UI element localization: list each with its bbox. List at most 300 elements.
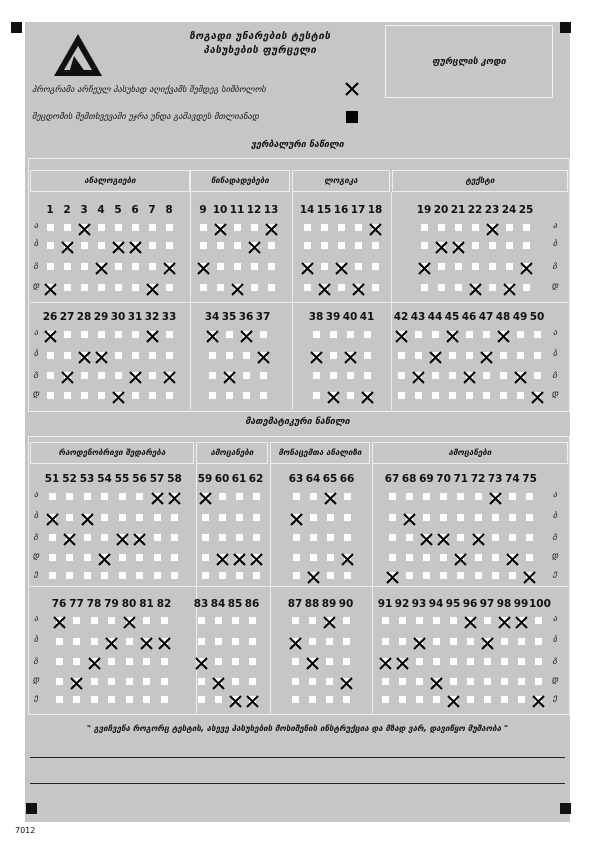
answer-box-q10-opt4[interactable]	[217, 284, 224, 291]
answer-box-q40-opt4[interactable]	[347, 392, 354, 399]
answer-box-q46-opt4[interactable]	[466, 392, 473, 399]
answer-box-q87-opt4[interactable]	[292, 678, 299, 685]
answer-box-q56-opt2[interactable]	[136, 514, 143, 521]
answer-box-q8-opt4[interactable]	[166, 284, 173, 291]
answer-box-q37-opt3[interactable]	[260, 372, 267, 379]
answer-box-q60-opt2[interactable]	[219, 514, 226, 521]
answer-box-q35-opt2[interactable]	[226, 352, 233, 359]
answer-box-q13-opt3[interactable]	[268, 263, 275, 270]
answer-box-q10-opt3[interactable]	[217, 263, 224, 270]
answer-box-q93-opt5[interactable]	[416, 696, 423, 703]
answer-box-q96-opt5[interactable]	[467, 696, 474, 703]
answer-box-q44-opt4[interactable]	[432, 392, 439, 399]
answer-box-q73-opt2[interactable]	[492, 514, 499, 521]
answer-box-q91-opt1[interactable]	[382, 617, 389, 624]
answer-box-q44-opt1[interactable]	[432, 331, 439, 338]
answer-box-q79-opt1[interactable]	[108, 617, 115, 624]
answer-box-q27-opt4[interactable]	[64, 392, 71, 399]
answer-box-q81-opt3[interactable]	[143, 658, 150, 665]
answer-box-q27-opt1[interactable]	[64, 331, 71, 338]
answer-box-q54-opt3[interactable]	[101, 534, 108, 541]
answer-box-q22-opt1[interactable]	[472, 224, 479, 231]
answer-box-q95-opt3[interactable]	[450, 658, 457, 665]
answer-box-q47-opt4[interactable]	[483, 392, 490, 399]
answer-box-q15-opt2[interactable]	[321, 242, 328, 249]
answer-box-q68-opt5[interactable]	[406, 572, 413, 579]
answer-box-q62-opt2[interactable]	[253, 514, 260, 521]
answer-box-q70-opt5[interactable]	[440, 572, 447, 579]
answer-box-q46-opt2[interactable]	[466, 352, 473, 359]
answer-box-q4-opt4[interactable]	[98, 284, 105, 291]
answer-box-q87-opt5[interactable]	[292, 696, 299, 703]
answer-box-q89-opt2[interactable]	[326, 638, 333, 645]
answer-box-q47-opt1[interactable]	[483, 331, 490, 338]
answer-box-q5-opt1[interactable]	[115, 224, 122, 231]
answer-box-q80-opt2[interactable]	[126, 638, 133, 645]
answer-box-q68-opt1[interactable]	[406, 493, 413, 500]
answer-box-q88-opt5[interactable]	[309, 696, 316, 703]
answer-box-q78-opt2[interactable]	[91, 638, 98, 645]
answer-box-q93-opt3[interactable]	[416, 658, 423, 665]
answer-box-q31-opt2[interactable]	[132, 352, 139, 359]
answer-box-q78-opt1[interactable]	[91, 617, 98, 624]
answer-box-q13-opt4[interactable]	[268, 284, 275, 291]
answer-box-q75-opt2[interactable]	[526, 514, 533, 521]
answer-box-q30-opt3[interactable]	[115, 372, 122, 379]
answer-box-q76-opt2[interactable]	[56, 638, 63, 645]
answer-box-q30-opt1[interactable]	[115, 331, 122, 338]
answer-box-q95-opt2[interactable]	[450, 638, 457, 645]
answer-box-q45-opt2[interactable]	[449, 352, 456, 359]
answer-box-q9-opt1[interactable]	[200, 224, 207, 231]
answer-box-q91-opt2[interactable]	[382, 638, 389, 645]
answer-box-q10-opt2[interactable]	[217, 242, 224, 249]
answer-box-q48-opt2[interactable]	[500, 352, 507, 359]
answer-box-q96-opt3[interactable]	[467, 658, 474, 665]
answer-box-q83-opt1[interactable]	[198, 617, 205, 624]
answer-box-q44-opt3[interactable]	[432, 372, 439, 379]
answer-box-q65-opt5[interactable]	[327, 572, 334, 579]
answer-box-q12-opt1[interactable]	[251, 224, 258, 231]
answer-box-q90-opt1[interactable]	[343, 617, 350, 624]
answer-box-q84-opt3[interactable]	[215, 658, 222, 665]
answer-box-q78-opt5[interactable]	[91, 696, 98, 703]
answer-box-q60-opt3[interactable]	[219, 534, 226, 541]
answer-box-q33-opt1[interactable]	[166, 331, 173, 338]
answer-box-q81-opt5[interactable]	[143, 696, 150, 703]
answer-box-q86-opt2[interactable]	[249, 638, 256, 645]
answer-box-q98-opt4[interactable]	[501, 678, 508, 685]
answer-box-q63-opt5[interactable]	[293, 572, 300, 579]
answer-box-q87-opt1[interactable]	[292, 617, 299, 624]
answer-box-q100-opt2[interactable]	[535, 638, 542, 645]
answer-box-q30-opt2[interactable]	[115, 352, 122, 359]
answer-box-q56-opt5[interactable]	[136, 572, 143, 579]
answer-box-q21-opt4[interactable]	[455, 284, 462, 291]
answer-box-q71-opt5[interactable]	[457, 572, 464, 579]
answer-box-q99-opt5[interactable]	[518, 696, 525, 703]
answer-box-q13-opt2[interactable]	[268, 242, 275, 249]
answer-box-q92-opt1[interactable]	[399, 617, 406, 624]
answer-box-q77-opt1[interactable]	[73, 617, 80, 624]
answer-box-q94-opt1[interactable]	[433, 617, 440, 624]
answer-box-q71-opt2[interactable]	[457, 514, 464, 521]
answer-box-q39-opt2[interactable]	[330, 352, 337, 359]
answer-box-q42-opt4[interactable]	[398, 392, 405, 399]
answer-box-q97-opt3[interactable]	[484, 658, 491, 665]
answer-box-q38-opt4[interactable]	[313, 392, 320, 399]
answer-box-q4-opt1[interactable]	[98, 224, 105, 231]
answer-box-q11-opt1[interactable]	[234, 224, 241, 231]
answer-box-q67-opt3[interactable]	[389, 534, 396, 541]
answer-box-q33-opt4[interactable]	[166, 392, 173, 399]
answer-box-q26-opt2[interactable]	[47, 352, 54, 359]
answer-box-q55-opt5[interactable]	[119, 572, 126, 579]
answer-box-q74-opt3[interactable]	[509, 534, 516, 541]
answer-box-q61-opt3[interactable]	[236, 534, 243, 541]
answer-box-q94-opt3[interactable]	[433, 658, 440, 665]
answer-box-q92-opt4[interactable]	[399, 678, 406, 685]
answer-box-q87-opt3[interactable]	[292, 658, 299, 665]
answer-box-q69-opt4[interactable]	[423, 554, 430, 561]
answer-box-q59-opt2[interactable]	[202, 514, 209, 521]
answer-box-q2-opt4[interactable]	[64, 284, 71, 291]
answer-box-q51-opt5[interactable]	[49, 572, 56, 579]
answer-box-q64-opt1[interactable]	[310, 493, 317, 500]
answer-box-q28-opt4[interactable]	[81, 392, 88, 399]
answer-box-q80-opt3[interactable]	[126, 658, 133, 665]
answer-box-q100-opt1[interactable]	[535, 617, 542, 624]
answer-box-q99-opt4[interactable]	[518, 678, 525, 685]
answer-box-q1-opt2[interactable]	[47, 242, 54, 249]
answer-box-q70-opt4[interactable]	[440, 554, 447, 561]
answer-box-q34-opt3[interactable]	[209, 372, 216, 379]
answer-box-q23-opt4[interactable]	[489, 284, 496, 291]
answer-box-q28-opt3[interactable]	[81, 372, 88, 379]
answer-box-q16-opt2[interactable]	[338, 242, 345, 249]
answer-box-q54-opt2[interactable]	[101, 514, 108, 521]
answer-box-q55-opt1[interactable]	[119, 493, 126, 500]
answer-box-q8-opt2[interactable]	[166, 242, 173, 249]
answer-box-q93-opt1[interactable]	[416, 617, 423, 624]
answer-box-q41-opt3[interactable]	[364, 372, 371, 379]
answer-box-q82-opt4[interactable]	[161, 678, 168, 685]
answer-box-q75-opt1[interactable]	[526, 493, 533, 500]
answer-box-q22-opt3[interactable]	[472, 263, 479, 270]
answer-box-q83-opt5[interactable]	[198, 696, 205, 703]
answer-box-q74-opt5[interactable]	[509, 572, 516, 579]
answer-box-q78-opt4[interactable]	[91, 678, 98, 685]
answer-box-q18-opt3[interactable]	[372, 263, 379, 270]
answer-box-q98-opt5[interactable]	[501, 696, 508, 703]
answer-box-q69-opt5[interactable]	[423, 572, 430, 579]
answer-box-q43-opt2[interactable]	[415, 352, 422, 359]
answer-box-q61-opt2[interactable]	[236, 514, 243, 521]
answer-box-q40-opt3[interactable]	[347, 372, 354, 379]
answer-box-q52-opt2[interactable]	[66, 514, 73, 521]
answer-box-q64-opt4[interactable]	[310, 554, 317, 561]
answer-box-q97-opt4[interactable]	[484, 678, 491, 685]
answer-box-q58-opt5[interactable]	[171, 572, 178, 579]
answer-box-q52-opt1[interactable]	[66, 493, 73, 500]
answer-box-q28-opt1[interactable]	[81, 331, 88, 338]
answer-box-q79-opt4[interactable]	[108, 678, 115, 685]
answer-box-q62-opt3[interactable]	[253, 534, 260, 541]
answer-box-q66-opt1[interactable]	[344, 493, 351, 500]
answer-box-q24-opt2[interactable]	[506, 242, 513, 249]
answer-box-q73-opt5[interactable]	[492, 572, 499, 579]
answer-box-q82-opt3[interactable]	[161, 658, 168, 665]
answer-box-q3-opt3[interactable]	[81, 263, 88, 270]
answer-box-q67-opt1[interactable]	[389, 493, 396, 500]
answer-box-q66-opt3[interactable]	[344, 534, 351, 541]
answer-box-q86-opt4[interactable]	[249, 678, 256, 685]
answer-box-q79-opt5[interactable]	[108, 696, 115, 703]
answer-box-q26-opt3[interactable]	[47, 372, 54, 379]
answer-box-q73-opt4[interactable]	[492, 554, 499, 561]
answer-box-q9-opt4[interactable]	[200, 284, 207, 291]
answer-box-q15-opt3[interactable]	[321, 263, 328, 270]
answer-box-q32-opt4[interactable]	[149, 392, 156, 399]
answer-box-q72-opt5[interactable]	[475, 572, 482, 579]
answer-box-q90-opt5[interactable]	[343, 696, 350, 703]
answer-box-q76-opt3[interactable]	[56, 658, 63, 665]
answer-box-q14-opt1[interactable]	[304, 224, 311, 231]
answer-box-q71-opt3[interactable]	[457, 534, 464, 541]
answer-box-q82-opt1[interactable]	[161, 617, 168, 624]
answer-box-q31-opt4[interactable]	[132, 392, 139, 399]
answer-box-q58-opt4[interactable]	[171, 554, 178, 561]
answer-box-q92-opt5[interactable]	[399, 696, 406, 703]
answer-box-q45-opt4[interactable]	[449, 392, 456, 399]
answer-box-q2-opt1[interactable]	[64, 224, 71, 231]
answer-box-q84-opt2[interactable]	[215, 638, 222, 645]
answer-box-q53-opt5[interactable]	[84, 572, 91, 579]
answer-box-q89-opt3[interactable]	[326, 658, 333, 665]
answer-box-q29-opt4[interactable]	[98, 392, 105, 399]
answer-box-q5-opt4[interactable]	[115, 284, 122, 291]
answer-box-q86-opt3[interactable]	[249, 658, 256, 665]
answer-box-q97-opt5[interactable]	[484, 696, 491, 703]
answer-box-q57-opt5[interactable]	[154, 572, 161, 579]
answer-box-q34-opt2[interactable]	[209, 352, 216, 359]
answer-box-q22-opt2[interactable]	[472, 242, 479, 249]
answer-box-q66-opt2[interactable]	[344, 514, 351, 521]
answer-box-q72-opt1[interactable]	[475, 493, 482, 500]
answer-box-q11-opt2[interactable]	[234, 242, 241, 249]
answer-box-q51-opt1[interactable]	[49, 493, 56, 500]
answer-box-q6-opt1[interactable]	[132, 224, 139, 231]
answer-box-q98-opt3[interactable]	[501, 658, 508, 665]
answer-box-q49-opt2[interactable]	[517, 352, 524, 359]
answer-box-q5-opt3[interactable]	[115, 263, 122, 270]
answer-box-q39-opt3[interactable]	[330, 372, 337, 379]
answer-box-q90-opt3[interactable]	[343, 658, 350, 665]
answer-box-q99-opt2[interactable]	[518, 638, 525, 645]
answer-box-q77-opt2[interactable]	[73, 638, 80, 645]
answer-box-q21-opt1[interactable]	[455, 224, 462, 231]
answer-box-q7-opt1[interactable]	[149, 224, 156, 231]
answer-box-q26-opt4[interactable]	[47, 392, 54, 399]
answer-box-q81-opt1[interactable]	[143, 617, 150, 624]
answer-box-q82-opt5[interactable]	[161, 696, 168, 703]
answer-box-q98-opt2[interactable]	[501, 638, 508, 645]
answer-box-q18-opt4[interactable]	[372, 284, 379, 291]
answer-box-q86-opt1[interactable]	[249, 617, 256, 624]
answer-box-q42-opt2[interactable]	[398, 352, 405, 359]
answer-box-q52-opt5[interactable]	[66, 572, 73, 579]
answer-box-q74-opt2[interactable]	[509, 514, 516, 521]
answer-box-q21-opt3[interactable]	[455, 263, 462, 270]
answer-box-q17-opt1[interactable]	[355, 224, 362, 231]
answer-box-q73-opt3[interactable]	[492, 534, 499, 541]
answer-box-q72-opt4[interactable]	[475, 554, 482, 561]
answer-box-q55-opt2[interactable]	[119, 514, 126, 521]
answer-box-q29-opt1[interactable]	[98, 331, 105, 338]
answer-box-q53-opt1[interactable]	[84, 493, 91, 500]
answer-box-q17-opt3[interactable]	[355, 263, 362, 270]
answer-box-q48-opt3[interactable]	[500, 372, 507, 379]
answer-box-q84-opt1[interactable]	[215, 617, 222, 624]
answer-box-q74-opt1[interactable]	[509, 493, 516, 500]
answer-box-q71-opt1[interactable]	[457, 493, 464, 500]
answer-box-q4-opt2[interactable]	[98, 242, 105, 249]
answer-box-q96-opt4[interactable]	[467, 678, 474, 685]
answer-box-q9-opt2[interactable]	[200, 242, 207, 249]
answer-box-q57-opt4[interactable]	[154, 554, 161, 561]
answer-box-q15-opt1[interactable]	[321, 224, 328, 231]
answer-box-q6-opt4[interactable]	[132, 284, 139, 291]
answer-box-q25-opt4[interactable]	[523, 284, 530, 291]
answer-box-q20-opt4[interactable]	[438, 284, 445, 291]
answer-box-q38-opt1[interactable]	[313, 331, 320, 338]
answer-box-q2-opt3[interactable]	[64, 263, 71, 270]
answer-box-q60-opt1[interactable]	[219, 493, 226, 500]
answer-box-q36-opt2[interactable]	[243, 352, 250, 359]
answer-box-q65-opt2[interactable]	[327, 514, 334, 521]
answer-box-q42-opt3[interactable]	[398, 372, 405, 379]
answer-box-q56-opt1[interactable]	[136, 493, 143, 500]
answer-box-q8-opt1[interactable]	[166, 224, 173, 231]
answer-box-q49-opt4[interactable]	[517, 392, 524, 399]
answer-box-q70-opt1[interactable]	[440, 493, 447, 500]
answer-box-q99-opt3[interactable]	[518, 658, 525, 665]
answer-box-q12-opt3[interactable]	[251, 263, 258, 270]
answer-box-q76-opt4[interactable]	[56, 678, 63, 685]
answer-box-q17-opt2[interactable]	[355, 242, 362, 249]
answer-box-q80-opt5[interactable]	[126, 696, 133, 703]
answer-box-q38-opt3[interactable]	[313, 372, 320, 379]
answer-box-q95-opt4[interactable]	[450, 678, 457, 685]
answer-box-q60-opt5[interactable]	[219, 572, 226, 579]
answer-box-q92-opt2[interactable]	[399, 638, 406, 645]
answer-box-q88-opt2[interactable]	[309, 638, 316, 645]
answer-box-q24-opt1[interactable]	[506, 224, 513, 231]
answer-box-q34-opt4[interactable]	[209, 392, 216, 399]
answer-box-q3-opt2[interactable]	[81, 242, 88, 249]
answer-box-q100-opt3[interactable]	[535, 658, 542, 665]
answer-box-q47-opt3[interactable]	[483, 372, 490, 379]
answer-box-q20-opt1[interactable]	[438, 224, 445, 231]
answer-box-q75-opt4[interactable]	[526, 554, 533, 561]
answer-box-q58-opt3[interactable]	[171, 534, 178, 541]
answer-box-q94-opt2[interactable]	[433, 638, 440, 645]
answer-box-q94-opt5[interactable]	[433, 696, 440, 703]
answer-box-q39-opt1[interactable]	[330, 331, 337, 338]
answer-box-q7-opt2[interactable]	[149, 242, 156, 249]
answer-box-q85-opt3[interactable]	[232, 658, 239, 665]
answer-box-q52-opt4[interactable]	[66, 554, 73, 561]
answer-box-q7-opt3[interactable]	[149, 263, 156, 270]
answer-box-q40-opt1[interactable]	[347, 331, 354, 338]
answer-box-q32-opt2[interactable]	[149, 352, 156, 359]
answer-box-q3-opt4[interactable]	[81, 284, 88, 291]
answer-box-q43-opt4[interactable]	[415, 392, 422, 399]
answer-box-q62-opt5[interactable]	[253, 572, 260, 579]
answer-box-q48-opt4[interactable]	[500, 392, 507, 399]
answer-box-q1-opt3[interactable]	[47, 263, 54, 270]
answer-box-q35-opt4[interactable]	[226, 392, 233, 399]
answer-box-q77-opt5[interactable]	[73, 696, 80, 703]
answer-box-q75-opt3[interactable]	[526, 534, 533, 541]
answer-box-q97-opt1[interactable]	[484, 617, 491, 624]
answer-box-q64-opt3[interactable]	[310, 534, 317, 541]
answer-box-q50-opt2[interactable]	[534, 352, 541, 359]
answer-box-q63-opt3[interactable]	[293, 534, 300, 541]
answer-box-q88-opt4[interactable]	[309, 678, 316, 685]
answer-box-q93-opt4[interactable]	[416, 678, 423, 685]
answer-box-q85-opt2[interactable]	[232, 638, 239, 645]
answer-box-q85-opt4[interactable]	[232, 678, 239, 685]
answer-box-q91-opt5[interactable]	[382, 696, 389, 703]
answer-box-q14-opt4[interactable]	[304, 284, 311, 291]
answer-box-q63-opt4[interactable]	[293, 554, 300, 561]
answer-box-q36-opt4[interactable]	[243, 392, 250, 399]
answer-box-q27-opt2[interactable]	[64, 352, 71, 359]
answer-box-q6-opt3[interactable]	[132, 263, 139, 270]
answer-box-q56-opt4[interactable]	[136, 554, 143, 561]
answer-box-q63-opt1[interactable]	[293, 493, 300, 500]
answer-box-q65-opt3[interactable]	[327, 534, 334, 541]
answer-box-q32-opt3[interactable]	[149, 372, 156, 379]
answer-box-q67-opt4[interactable]	[389, 554, 396, 561]
answer-box-q37-opt1[interactable]	[260, 331, 267, 338]
answer-box-q25-opt2[interactable]	[523, 242, 530, 249]
answer-box-q59-opt3[interactable]	[202, 534, 209, 541]
answer-box-q59-opt5[interactable]	[202, 572, 209, 579]
answer-box-q46-opt1[interactable]	[466, 331, 473, 338]
answer-box-q37-opt4[interactable]	[260, 392, 267, 399]
answer-box-q57-opt2[interactable]	[154, 514, 161, 521]
answer-box-q59-opt4[interactable]	[202, 554, 209, 561]
answer-box-q89-opt4[interactable]	[326, 678, 333, 685]
answer-box-q50-opt3[interactable]	[534, 372, 541, 379]
answer-box-q85-opt1[interactable]	[232, 617, 239, 624]
answer-box-q100-opt4[interactable]	[535, 678, 542, 685]
answer-box-q89-opt5[interactable]	[326, 696, 333, 703]
answer-box-q50-opt1[interactable]	[534, 331, 541, 338]
answer-box-q55-opt4[interactable]	[119, 554, 126, 561]
answer-box-q18-opt2[interactable]	[372, 242, 379, 249]
answer-box-q24-opt3[interactable]	[506, 263, 513, 270]
answer-box-q81-opt4[interactable]	[143, 678, 150, 685]
answer-box-q58-opt2[interactable]	[171, 514, 178, 521]
answer-box-q19-opt2[interactable]	[421, 242, 428, 249]
answer-box-q66-opt5[interactable]	[344, 572, 351, 579]
answer-box-q84-opt5[interactable]	[215, 696, 222, 703]
answer-box-q33-opt2[interactable]	[166, 352, 173, 359]
answer-box-q83-opt2[interactable]	[198, 638, 205, 645]
